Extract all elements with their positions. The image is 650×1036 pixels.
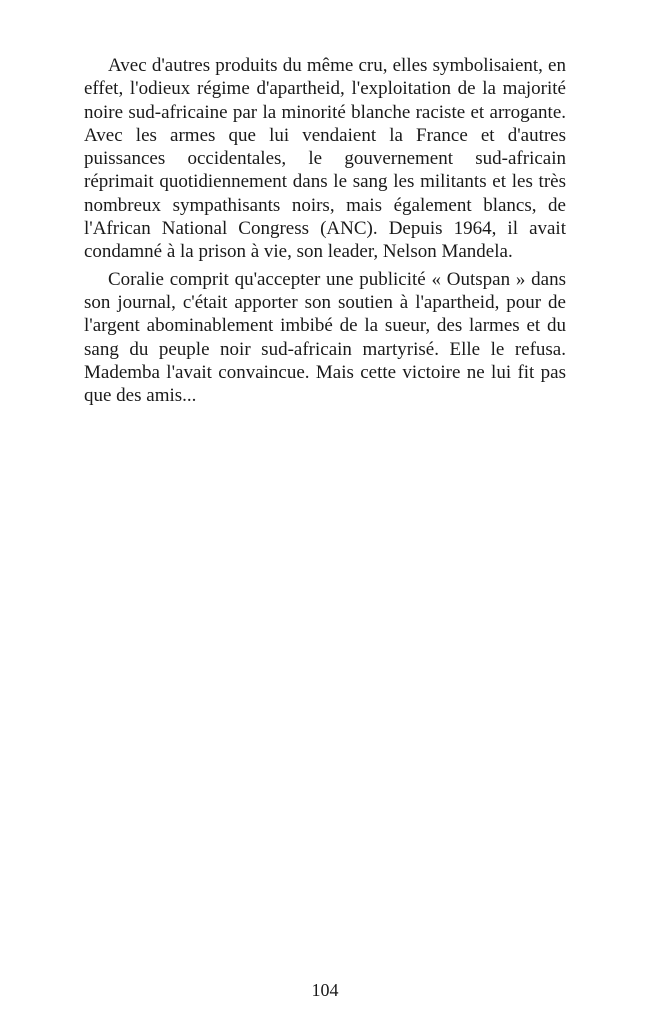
body-text	[84, 54, 566, 407]
page-number: 104	[311, 980, 339, 1000]
paragraph-2: Coralie comprit qu'accepter une publicité « Outspan » dans son journal, c'était apporter son soutien à l'apartheid, pour de l'argent abominablement imbibé de la sueur, des larmes et du sang du peuple noir sud-africain martyrisé. Elle le refusa. Mademba l'avait convaincue. Mais cette victoire ne lui fit pas que des amis...	[84, 268, 566, 407]
paragraph-1: Avec d'autres produits du même cru, elles symbolisaient, en effet, l'odieux régime d'apartheid, l'exploitation de la majorité noire sud-africaine par la minorité blanche raciste et arrogante. Avec les armes que lui vendaient la France et d'autres puissances occidentales, le gouvernement sud-africain réprimait quotidiennement dans le sang les militants et les très nombreux sympathisants noirs, mais également blancs, de l'African National Congress (ANC). Depuis 1964, il avait condamné à la prison à vie, son leader, Nelson Mandela.	[84, 55, 566, 263]
